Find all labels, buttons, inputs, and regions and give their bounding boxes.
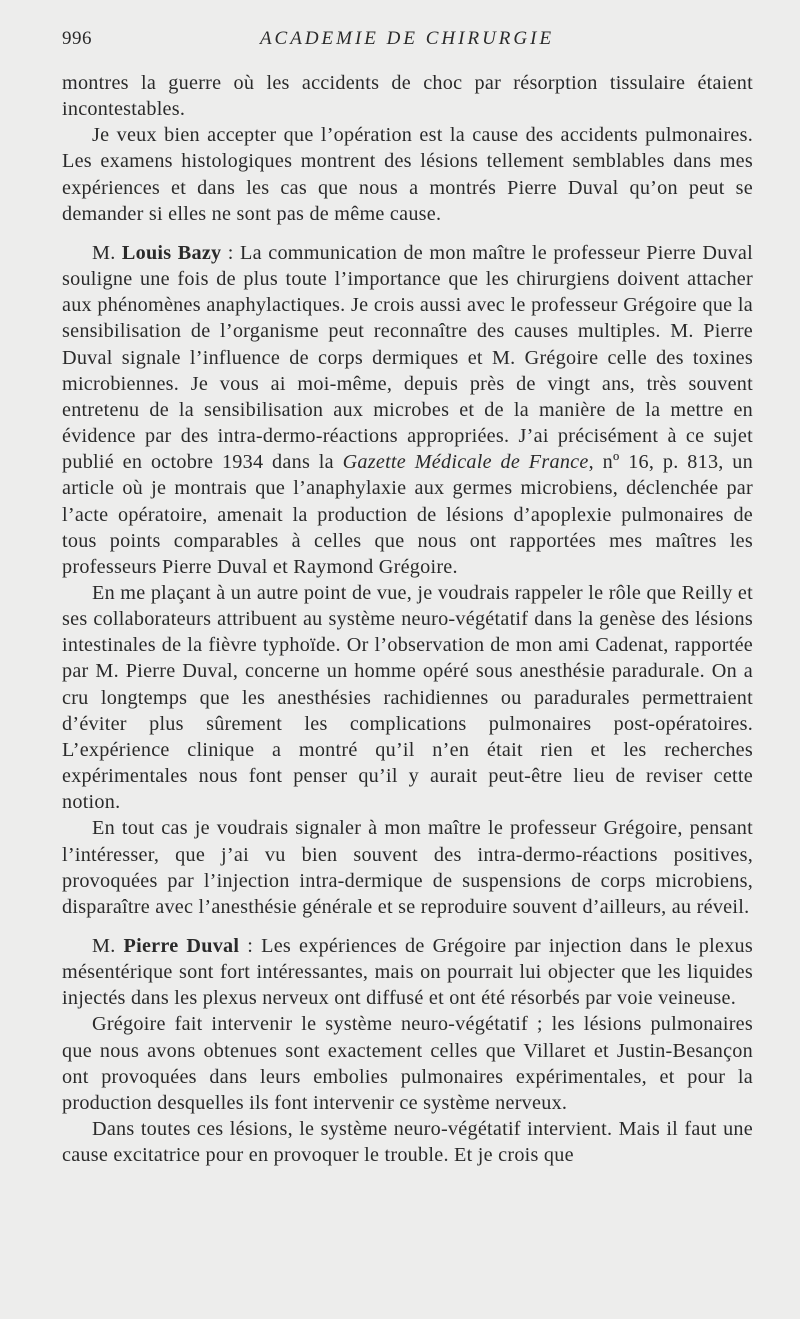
speaker-name-louis-bazy: Louis Bazy (121, 241, 222, 264)
body-text (62, 70, 753, 1168)
paragraph-6-text: : Les expériences de Grégoire par injection dans le plexus mésentérique sont fort intéressantes, mais on pourrait lui objecter que les liquides injectés dans les plexus nerveux ont diffusé et ont été résorbés par voie veineuse. (62, 935, 753, 1010)
paragraph-2: Je veux bien accepter que l’opération est la cause des accidents pulmonaires. Les examens histologiques montrent des lésions tellement semblables dans mes expériences et dans les cas que nous a montrés Pierre Duval qu’on peut se demander si elles ne sont pas de même cause. (62, 124, 753, 225)
paragraph-1: montres la guerre où les accidents de choc par résorption tissulaire étaient incontestables. (62, 72, 753, 121)
running-head: ACADEMIE DE CHIRURGIE (259, 28, 555, 49)
speaker-prefix: M. (92, 935, 116, 957)
paragraph-5: En tout cas je voudrais signaler à mon maître le professeur Grégoire, pensant l’intéresser, que j’ai vu bien souvent des intra-dermo-réactions positives, provoquées par l’injection intra-dermique de suspensions de corps microbiens, disparaître avec l’anesthésie générale et se reproduire souvent d’ailleurs, au réveil. (62, 817, 753, 918)
paragraph-3-text-b: , nº 16, p. 813, un article où je montrais que l’anaphylaxie aux germes microbiens, déclenchée par l’acte opératoire, amenait la production de lésions d’apoplexie pulmonaires de tous points comparables à celles que nous ont rapportées mes maîtres les professeurs Pierre Duval et Raymond Grégoire. (62, 451, 753, 578)
speaker-prefix: M. (92, 241, 116, 264)
page-number: 996 (62, 28, 92, 49)
paragraph-8: Dans toutes ces lésions, le système neuro-végétatif intervient. Mais il faut une cause excitatrice pour en provoquer le trouble. Et je crois que (62, 1118, 753, 1167)
paragraph-4: En me plaçant à un autre point de vue, je voudrais rappeler le rôle que Reilly et ses collaborateurs attribuent au système neuro-végétatif dans la genèse des lésions intestinales de la fièvre typhoïde. Or l’observation de mon ami Cadenat, rapportée par M. Pierre Duval, concerne un homme opéré sous anesthésie paradurale. On a cru longtemps que les anesthésies rachidiennes ou paradurales permettraient d’éviter plus sûrement les complications pulmonaires post-opératoires. L’expérience clinique a montré qu’il n’en était rien et les recherches expérimentales nous font penser qu’il y aurait peut-être lieu de reviser cette notion. (62, 581, 753, 814)
speaker-name-pierre-duval: Pierre Duval (123, 935, 240, 957)
paragraph-3-text-a: : La communication de mon maître le professeur Pierre Duval souligne une fois de plus toute l’importance que les chirurgiens doivent attacher aux phénomènes anaphylactiques. Je crois aussi avec le professeur Grégoire que la sensibilisation de l’organisme peut reconnaître des causes multiples. M. Pierre Duval signale l’influence de corps dermiques et M. Grégoire celle des toxines microbiennes. Je vous ai moi-même, depuis près de vingt ans, très souvent entretenu de la sensibilisation aux microbes et de la manière de la mettre en évidence par des intra-dermo-réactions appropriées. J’ai précisément à ce sujet publié en octobre 1934 dans la (62, 241, 753, 474)
paragraph-louis-bazy (62, 240, 753, 580)
page-header (62, 28, 752, 58)
journal-title: Gazette Médicale de France (342, 451, 589, 474)
paragraph-pierre-duval (62, 933, 753, 1011)
paragraph-7: Grégoire fait intervenir le système neuro-végétatif ; les lésions pulmonaires que nous avons obtenues sont exactement celles que Villaret et Justin-Besançon ont provoquées dans leurs embolies pulmonaires expérimentales, et pour la production desquelles ils font intervenir ce système nerveux. (62, 1013, 753, 1114)
